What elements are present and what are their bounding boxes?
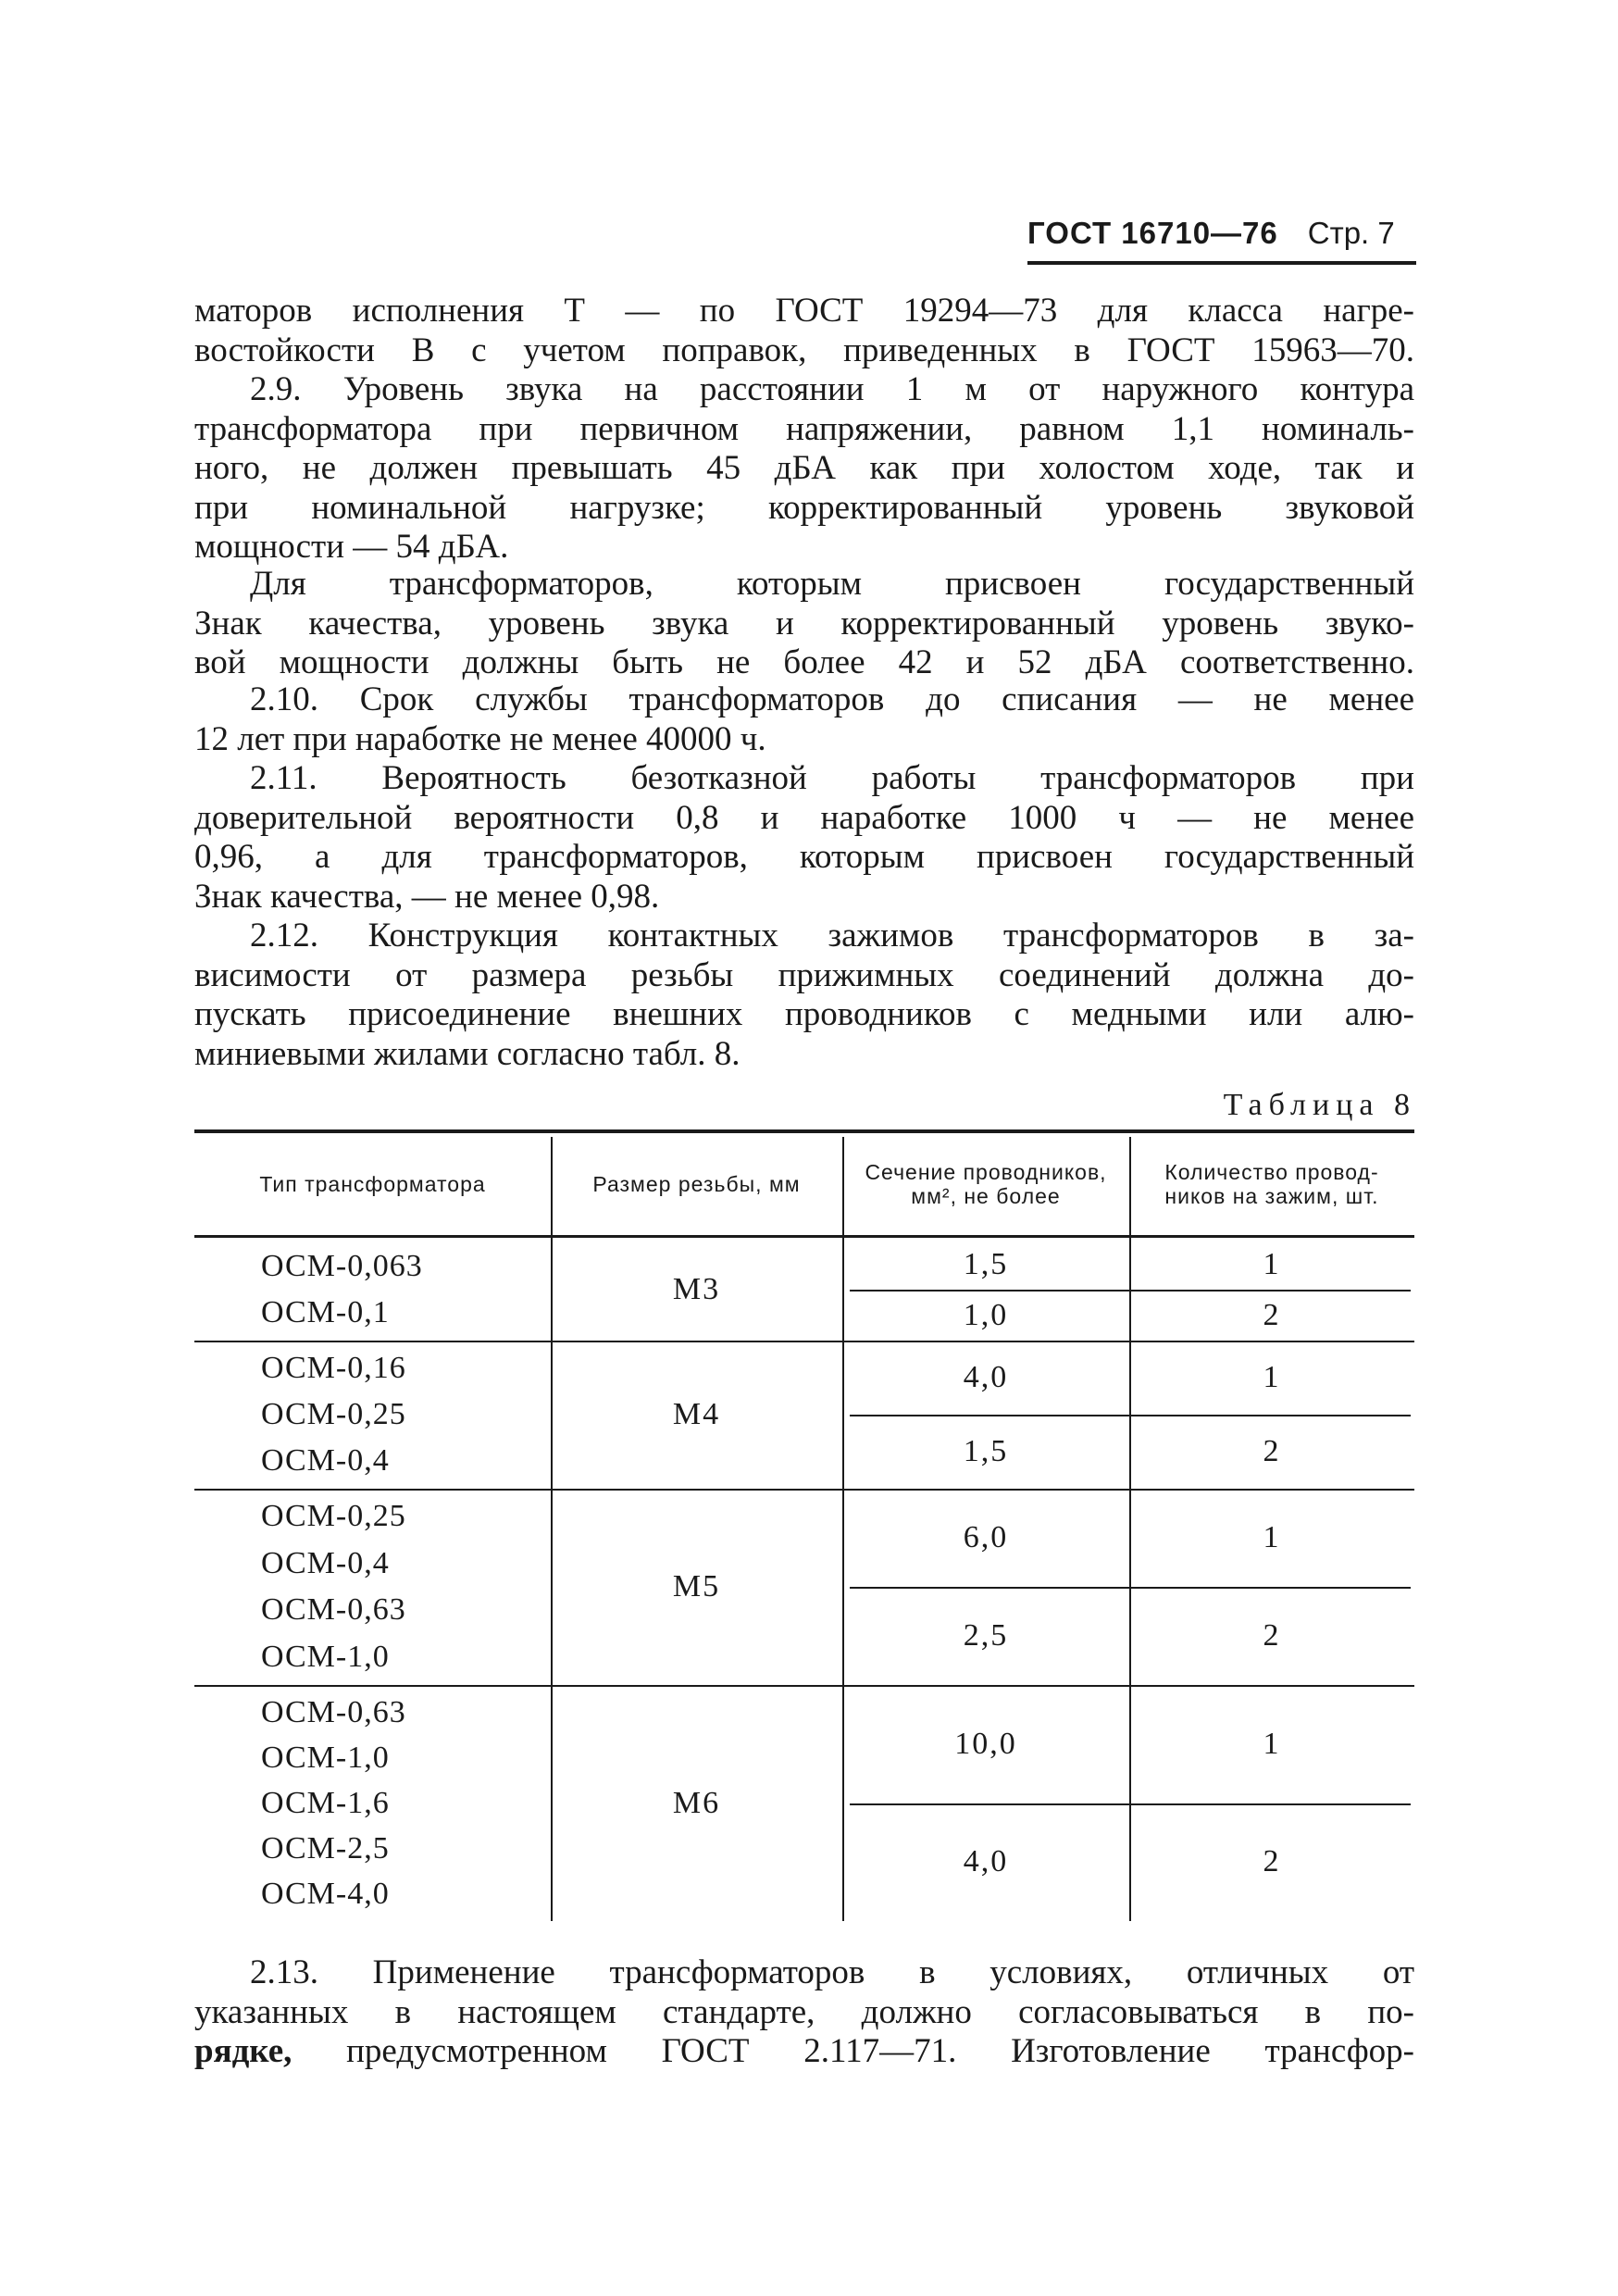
- text-line: доверительной вероятности 0,8 и наработке 1000 ч — не менее: [194, 798, 1414, 837]
- header-thread: Размер резьбы, мм: [592, 1172, 801, 1196]
- text-line: 2.9. Уровень звука на расстоянии 1 м от наружного контура: [250, 370, 1414, 408]
- table-subrow-rule: [850, 1290, 1411, 1292]
- page-header: [1027, 206, 1416, 265]
- text-line: указанных в настоящем стандарте, должно согласовываться в по-: [194, 1992, 1414, 2031]
- transformer-type: ОСМ-0,1: [261, 1295, 390, 1329]
- table-caption: Таблица 8: [1223, 1088, 1416, 1122]
- transformer-type: ОСМ-1,0: [261, 1639, 390, 1674]
- table-8: [194, 1129, 1414, 1939]
- text-line: 12 лет при наработке не менее 40000 ч.: [194, 719, 766, 758]
- text-line: маторов исполнения Т — по ГОСТ 19294—73 для класса нагре-: [194, 292, 1414, 330]
- header-count-line2: ников на зажим, шт.: [1164, 1184, 1379, 1208]
- conductor-section: 4,0: [963, 1360, 1009, 1394]
- transformer-type: ОСМ-2,5: [261, 1830, 390, 1866]
- conductor-count: 1: [1263, 1246, 1281, 1281]
- transformer-type: ОСМ-0,63: [261, 1694, 406, 1729]
- conductor-section: 1,5: [963, 1246, 1009, 1281]
- conductor-section: 1,0: [963, 1297, 1009, 1332]
- thread-size: М6: [672, 1785, 721, 1820]
- text-line: вой мощности должны быть не более 42 и 52 дБА соответственно.: [194, 643, 1414, 681]
- transformer-type: ОСМ-0,4: [261, 1443, 390, 1478]
- table-subrow-rule: [850, 1803, 1411, 1805]
- text-line: миниевыми жилами согласно табл. 8.: [194, 1034, 741, 1073]
- text-line: пускать присоединение внешних проводников с медными или алю-: [194, 995, 1414, 1033]
- transformer-type: ОСМ-4,0: [261, 1876, 390, 1911]
- paragraph-2-9-quality: [194, 565, 1414, 683]
- conductor-count: 2: [1263, 1297, 1281, 1332]
- conductor-section: 10,0: [954, 1726, 1017, 1761]
- transformer-type: ОСМ-0,063: [261, 1249, 423, 1283]
- thread-size: М4: [672, 1397, 721, 1431]
- text-line: трансформатора при первичном напряжении, равном 1,1 номиналь-: [194, 409, 1414, 448]
- text-line: Знак качества, — не менее 0,98.: [194, 877, 660, 916]
- conductor-count: 1: [1263, 1726, 1281, 1761]
- standard-number: ГОСТ 16710—76: [1027, 216, 1278, 250]
- text-line: 2.12. Конструкция контактных зажимов трансформаторов в за-: [250, 917, 1414, 955]
- conductor-section: 4,0: [963, 1844, 1009, 1879]
- text-line: [194, 2032, 1414, 2072]
- conductor-section: 6,0: [963, 1520, 1009, 1554]
- header-section-line2: мм², не более: [911, 1184, 1061, 1208]
- text-line: 2.10. Срок службы трансформаторов до списания — не менее: [250, 680, 1414, 718]
- text-line: ного, не должен превышать 45 дБА как при холостом ходе, так и: [194, 449, 1414, 487]
- conductor-count: 2: [1263, 1434, 1281, 1468]
- text-line: 0,96, а для трансформаторов, которым присвоен государственный: [194, 838, 1414, 876]
- header-section: [842, 1129, 1129, 1239]
- thread-size: М5: [672, 1569, 721, 1603]
- header-count-line1: Количество провод-: [1164, 1160, 1379, 1184]
- transformer-type: ОСМ-0,25: [261, 1397, 406, 1431]
- transformer-type: ОСМ-0,25: [261, 1499, 406, 1534]
- text-line: 2.13. Применение трансформаторов в условиях, отличных от: [250, 1953, 1414, 1991]
- transformer-type: ОСМ-0,4: [261, 1545, 390, 1580]
- paragraph-2-9: [194, 370, 1414, 568]
- header-type: Тип трансформатора: [259, 1172, 486, 1196]
- text-line: Знак качества, уровень звука и корректированный уровень звуко-: [194, 604, 1414, 643]
- text-line: Для трансформаторов, которым присвоен государственный: [250, 565, 1414, 603]
- text-line: при номинальной нагрузке; корректированный уровень звуковой: [194, 488, 1414, 527]
- header-section-line1: Сечение проводников,: [865, 1160, 1107, 1184]
- conductor-count: 1: [1263, 1360, 1281, 1394]
- text-fragment: предусмотренном ГОСТ 2.117—71. Изготовление трансфор-: [292, 2032, 1414, 2070]
- text-line: 2.11. Вероятность безотказной работы трансформаторов при: [250, 759, 1414, 797]
- bold-word: рядке,: [194, 2032, 292, 2070]
- table-subrow-rule: [850, 1415, 1411, 1416]
- conductor-count: 2: [1263, 1844, 1281, 1879]
- text-line: мощности — 54 дБА.: [194, 528, 509, 566]
- table-subrow-rule: [850, 1587, 1411, 1589]
- header-count: [1129, 1129, 1414, 1239]
- transformer-type: ОСМ-1,6: [261, 1785, 390, 1820]
- transformer-type: ОСМ-0,16: [261, 1351, 406, 1385]
- paragraph-2-10: [194, 680, 1414, 759]
- transformer-type: ОСМ-0,63: [261, 1592, 406, 1628]
- paragraph-continuation: [194, 292, 1414, 370]
- thread-size: М3: [672, 1272, 721, 1306]
- page-number: Стр. 7: [1307, 216, 1395, 250]
- text-line: висимости от размера резьбы прижимных соединений должна до-: [194, 955, 1414, 994]
- paragraph-2-11: [194, 759, 1414, 917]
- conductor-section: 2,5: [963, 1618, 1009, 1653]
- conductor-section: 1,5: [963, 1434, 1009, 1468]
- paragraph-2-12: [194, 917, 1414, 1074]
- conductor-count: 2: [1263, 1618, 1281, 1653]
- conductor-count: 1: [1263, 1520, 1281, 1554]
- text-line: востойкости В с учетом поправок, приведенных в ГОСТ 15963—70.: [194, 331, 1414, 369]
- transformer-type: ОСМ-1,0: [261, 1740, 390, 1775]
- paragraph-2-13: [194, 1953, 1414, 2072]
